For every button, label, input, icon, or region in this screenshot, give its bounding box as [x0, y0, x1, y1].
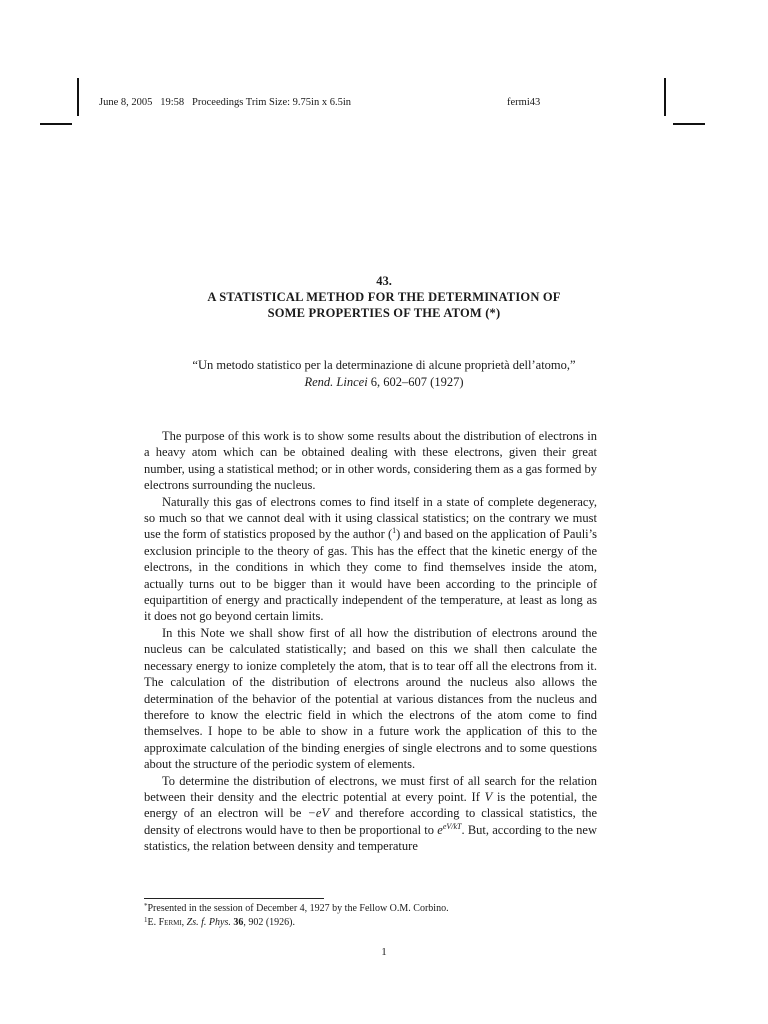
- paragraph-4: [144, 773, 597, 855]
- article-number: 43.: [376, 274, 392, 288]
- running-header-left: June 8, 2005 19:58 Proceedings Trim Size: 9.75in x 6.5in: [99, 97, 351, 108]
- article-title-line-1: A STATISTICAL METHOD FOR THE DETERMINATION OF: [207, 290, 561, 304]
- math-exponential-base: e: [437, 822, 443, 837]
- body-text: [144, 428, 597, 855]
- original-citation: [140, 357, 628, 390]
- page-number: 1: [381, 946, 387, 958]
- paragraph-2: [144, 494, 597, 625]
- article-title: [140, 289, 628, 321]
- paragraph-3: In this Note we shall show first of all how the distribution of electrons around the nucleus can be calculated statistically; and based on this we shall then calculate the necessary energy to ionize completely the atom, that is to tear off all the electrons from it. The calculation of the distribution of electrons around the nucleus also allows the determination of the behavior of the potential at various distances from the nucleus and therefore to know the electric field in which the electrons of the atom come to find themselves. I hope to be able to show in a future work the application of this to the approximate calculation of the binding energies of single electrons and to some questions about the structure of the periodic system of elements.: [144, 625, 597, 772]
- journal-volume-pages: 6, 602–607 (1927): [367, 374, 464, 389]
- math-potential-V: V: [484, 789, 493, 804]
- reference-marker: 1: [392, 526, 397, 536]
- footnote-presented-text: Presented in the session of December 4, 1927 by the Fellow O.M. Corbino.: [147, 903, 449, 914]
- footnote-mark-star: *: [144, 902, 148, 910]
- journal-name: Rend. Lincei: [304, 374, 368, 389]
- crop-mark-top-right-vertical: [664, 78, 666, 116]
- article-title-line-2: SOME PROPERTIES OF THE ATOM (*): [267, 306, 501, 320]
- paragraph-4-part-b: is the potential, the energy of an electron will be: [144, 789, 597, 821]
- paragraph-1: The purpose of this work is to show some results about the distribution of electrons in a heavy atom which can be obtained dealing with these electrons, given their great number, using a statistical method; or in other words, considering them as a gas formed by electrons surrounding the nucleus.: [144, 429, 597, 493]
- footnote-rule: [144, 898, 324, 899]
- running-header-right: fermi43: [507, 97, 541, 108]
- footnote-presented: [144, 902, 597, 916]
- crop-mark-top-right-horizontal: [673, 123, 705, 125]
- paragraph-2-part-a: Naturally this gas of electrons comes to find itself in a state of complete degeneracy, so much so that we cannot deal with it using classical statistics; on the contrary we must use the form of statistics proposed by the author (: [144, 494, 597, 542]
- journal-citation: [140, 374, 628, 391]
- footnote-author: E. Fermi: [147, 916, 182, 928]
- math-minus-eV: −eV: [307, 806, 330, 821]
- paragraph-4-part-a: To determine the distribution of electrons, we must first of all search for the relation between their density and the electric potential at every point. If: [144, 773, 597, 804]
- footnotes: [144, 902, 597, 929]
- paragraph-4-part-c: and therefore according to classical statistics, the density of electrons would have to then be proportional to: [144, 806, 597, 837]
- paragraph-4-part-d: . But, according to the new statistics, the relation between density and temperature: [144, 822, 597, 854]
- footnote-volume: 36: [233, 916, 244, 928]
- paragraph-2-part-b: ) and based on the application of Pauli’s exclusion principle to the theory of gas. This has the effect that the kinetic energy of the electrons, in the conditions in which they come to find themselves inside the atom, actually turns out to be bigger than it would have been according to the principle of equipartition of energy and practically independent of the temperature, at least as long as it does not go beyond certain limits.: [144, 527, 597, 624]
- original-title: “Un metodo statistico per la determinazione di alcune proprietà dell’atomo,”: [192, 358, 576, 372]
- crop-mark-top-left-horizontal: [40, 123, 72, 125]
- footnote-pages-year: , 902 (1926).: [243, 916, 296, 928]
- footnote-mark-1: 1: [144, 915, 148, 924]
- crop-mark-top-left-vertical: [77, 78, 79, 116]
- footnote-reference-1: $^1$E. Fermi, Zs. f. Phys. 36, 902 (1926).: [144, 915, 296, 928]
- math-exponent: eV/kT: [442, 821, 462, 831]
- footnote-journal: Zs. f. Phys.: [186, 916, 231, 928]
